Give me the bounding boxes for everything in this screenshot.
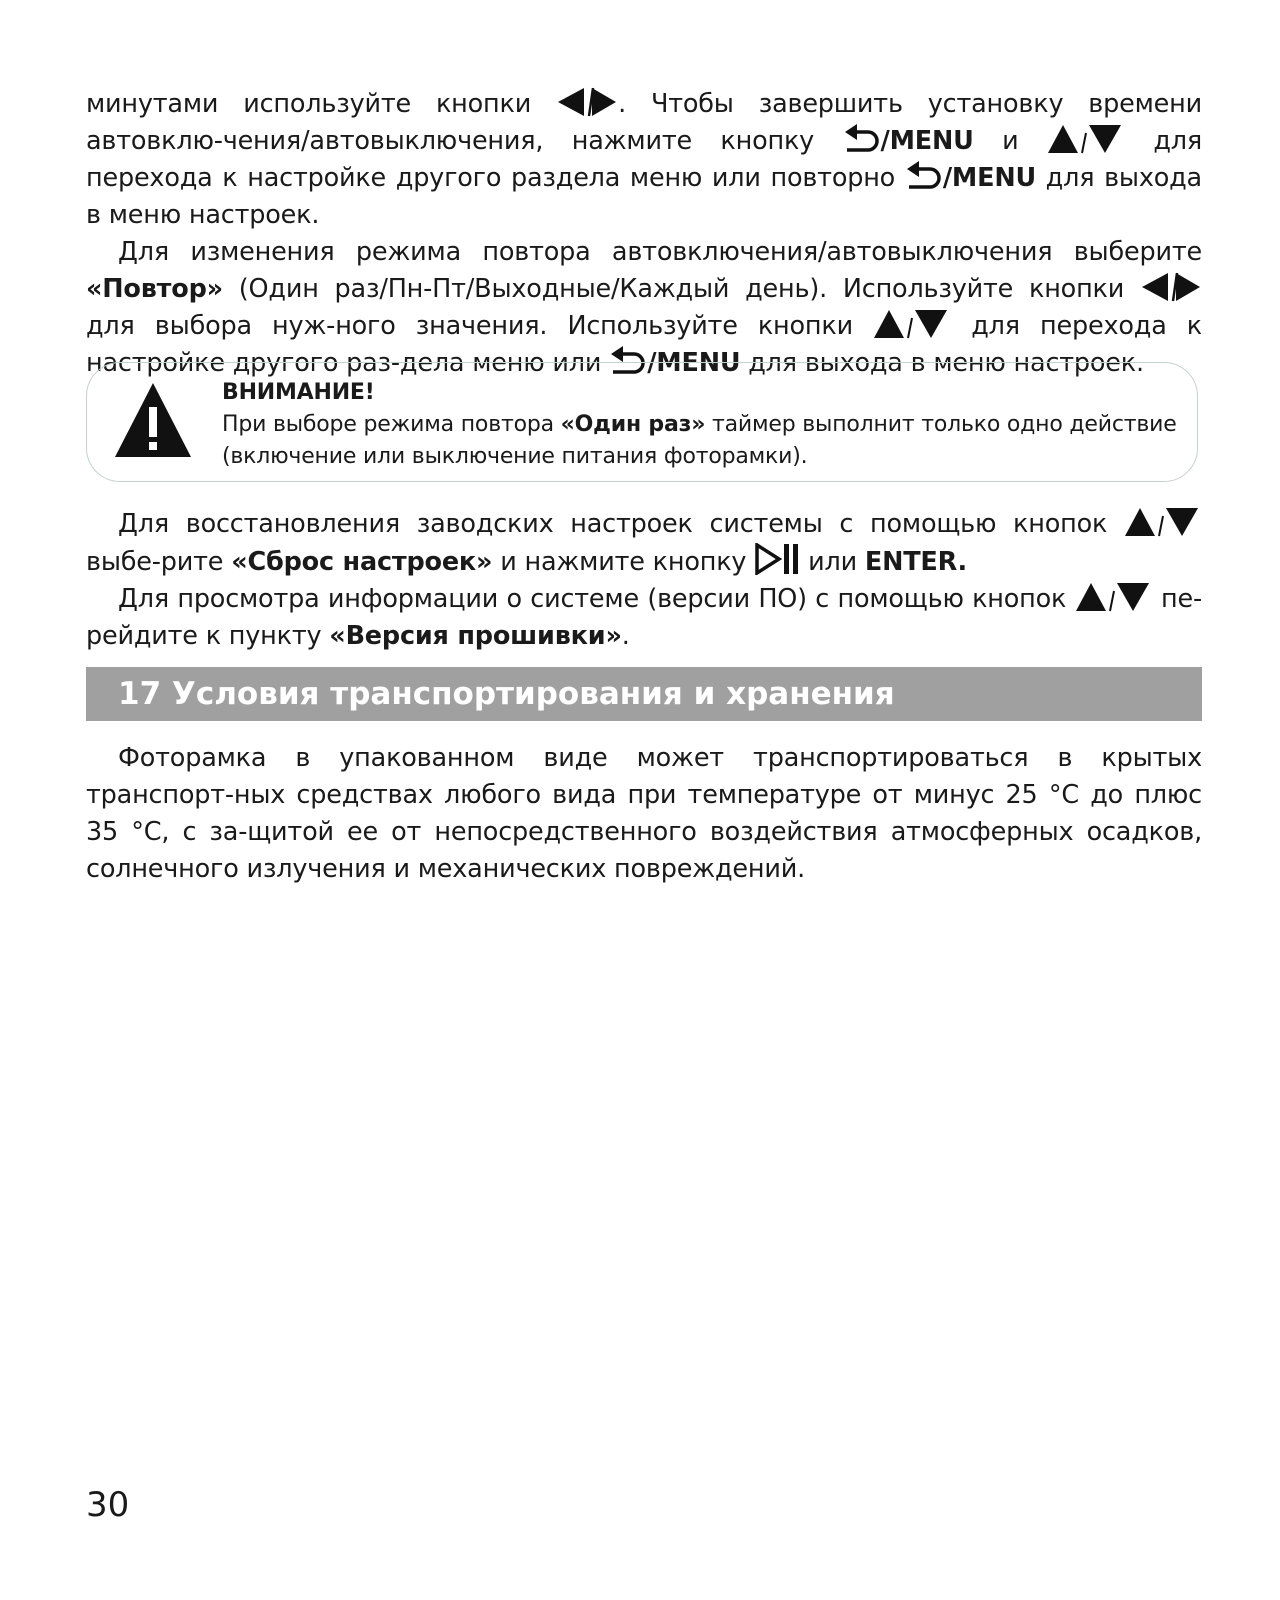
text-span: Для восстановления заводских настроек системы с помощью кнопок [118, 509, 1124, 539]
text-span: (Один раз/Пн-Пт/Выходные/Каждый день). Используйте кнопки [222, 274, 1140, 304]
menu-label: /MENU [880, 126, 974, 156]
text-span: для перехода к настройке другого раз-дела меню или [86, 311, 1202, 378]
play-pause-icon [754, 543, 800, 575]
text-span: и [973, 126, 1047, 156]
back-arrow-icon [843, 124, 881, 154]
left-right-arrows-icon [556, 87, 618, 117]
body-text-continued [86, 506, 1202, 655]
paragraph-autotimer-finish [86, 86, 1202, 234]
option-repeat: «Повтор» [86, 274, 223, 304]
up-down-arrows-icon [1124, 507, 1202, 537]
warning-body [222, 409, 1182, 473]
text-span: . Чтобы завершить установку времени автовклю-чения/автовыключения, нажмите кнопку [86, 89, 1202, 156]
text-span: выбе-рите [86, 547, 232, 577]
text-span: для выбора нуж-ного значения. Используйте кнопки [86, 311, 874, 341]
page-number: 30 [86, 1485, 130, 1525]
text-span: для перехода к настройке другого раздела меню или повторно [86, 126, 1203, 193]
text-span: Для изменения режима повтора автовключения/автовыключения выберите [118, 237, 1202, 267]
left-right-arrows-icon [1140, 272, 1202, 302]
paragraph-transport: Фоторамка в упакованном виде может транспортироваться в крытых транспорт-ных средствах любого вида при температуре от минус 25 °С до плюс 35 °С, с за-щитой ее от непосредственного воздействия атмосферных осадков, солнечного излучения и механических повреждений. [86, 743, 1202, 884]
section-header-bar [86, 667, 1202, 721]
warning-title: ВНИМАНИЕ! [222, 380, 375, 405]
option-firmware: «Версия прошивки» [329, 621, 622, 651]
menu-label: /MENU [647, 348, 741, 378]
body-text [86, 86, 1202, 382]
text-span: и нажмите кнопку [492, 547, 755, 577]
text-span: пе-рейдите к пункту [86, 584, 1202, 651]
text-span: для выхода в меню настроек. [86, 163, 1202, 230]
up-down-arrows-icon [873, 309, 951, 339]
paragraph-factory-reset [86, 506, 1202, 581]
menu-label: /MENU [942, 163, 1036, 193]
text-span: . [621, 621, 630, 651]
text-span: таймер выполнит только одно действие (включение или выключение питания фоторамки). [222, 412, 1177, 469]
option-reset: «Сброс настроек» [231, 547, 493, 577]
back-arrow-icon [905, 161, 943, 191]
warning-text [222, 377, 1182, 473]
text-span: Для просмотра информации о системе (версии ПО) с помощью кнопок [118, 584, 1075, 614]
text-span: При выборе режима повтора [222, 412, 561, 437]
up-down-arrows-icon [1047, 124, 1125, 154]
storage-section-text [86, 740, 1202, 888]
text-span: для выхода в меню настроек. [740, 348, 1144, 378]
section-title: 17 Условия транспортирования и хранения [118, 676, 895, 712]
paragraph-repeat-mode [86, 234, 1202, 382]
text-span: или [800, 547, 865, 577]
text-span: минутами используйте кнопки [86, 89, 557, 119]
warning-notice [86, 362, 1198, 482]
enter-label: ENTER. [864, 547, 968, 577]
warning-triangle-icon [113, 381, 193, 459]
up-down-arrows-icon [1075, 582, 1153, 612]
paragraph-firmware-info [86, 581, 1202, 655]
option-once: «Один раз» [560, 412, 706, 437]
